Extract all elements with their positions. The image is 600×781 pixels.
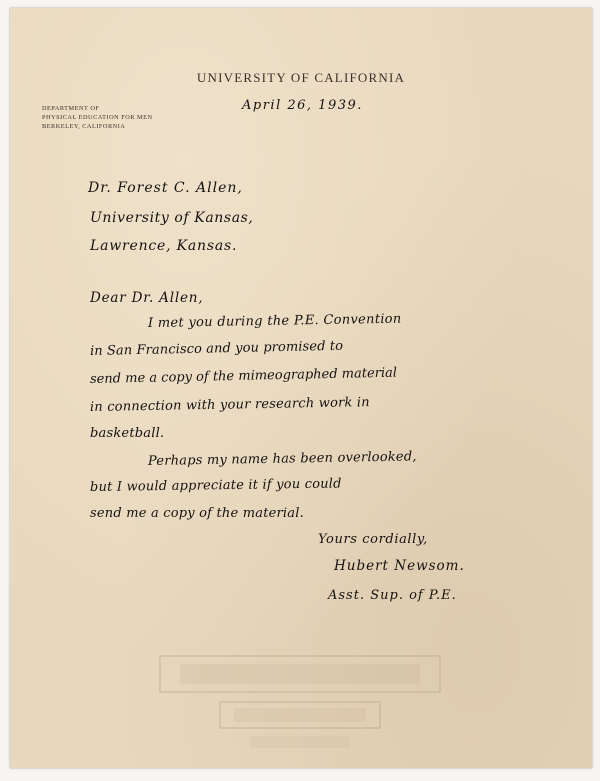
department-line: DEPARTMENT OF: [42, 105, 100, 112]
salutation: Dear Dr. Allen,: [90, 290, 204, 306]
letter-date: April 26, 1939.: [242, 98, 363, 113]
signature: Hubert Newsom.: [334, 558, 465, 574]
closing: Yours cordially,: [318, 532, 428, 547]
letterhead-title: UNIVERSITY OF CALIFORNIA: [196, 70, 406, 85]
address-line: University of Kansas,: [90, 210, 254, 226]
body-line: send me a copy of the material.: [90, 506, 304, 521]
address-line: Lawrence, Kansas.: [90, 238, 238, 254]
body-line: I met you during the P.E. Convention: [147, 311, 402, 331]
body-line: send me a copy of the mimeographed material: [89, 365, 398, 387]
paper-watermark: [150, 648, 450, 758]
body-line: in connection with your research work in: [89, 395, 370, 415]
department-block: [42, 104, 153, 131]
department-line: PHYSICAL EDUCATION FOR MEN: [42, 114, 153, 121]
address-line: Dr. Forest C. Allen,: [88, 180, 243, 196]
body-line: in San Francisco and you promised to: [89, 338, 344, 359]
body-line: but I would appreciate it if you could: [89, 476, 342, 495]
body-line: Perhaps my name has been overlooked,: [147, 449, 417, 469]
department-line: BERKELEY, CALIFORNIA: [42, 123, 126, 130]
signer-title: Asst. Sup. of P.E.: [328, 588, 457, 603]
body-line: basketball.: [90, 426, 165, 441]
letter-paper: [10, 8, 592, 768]
